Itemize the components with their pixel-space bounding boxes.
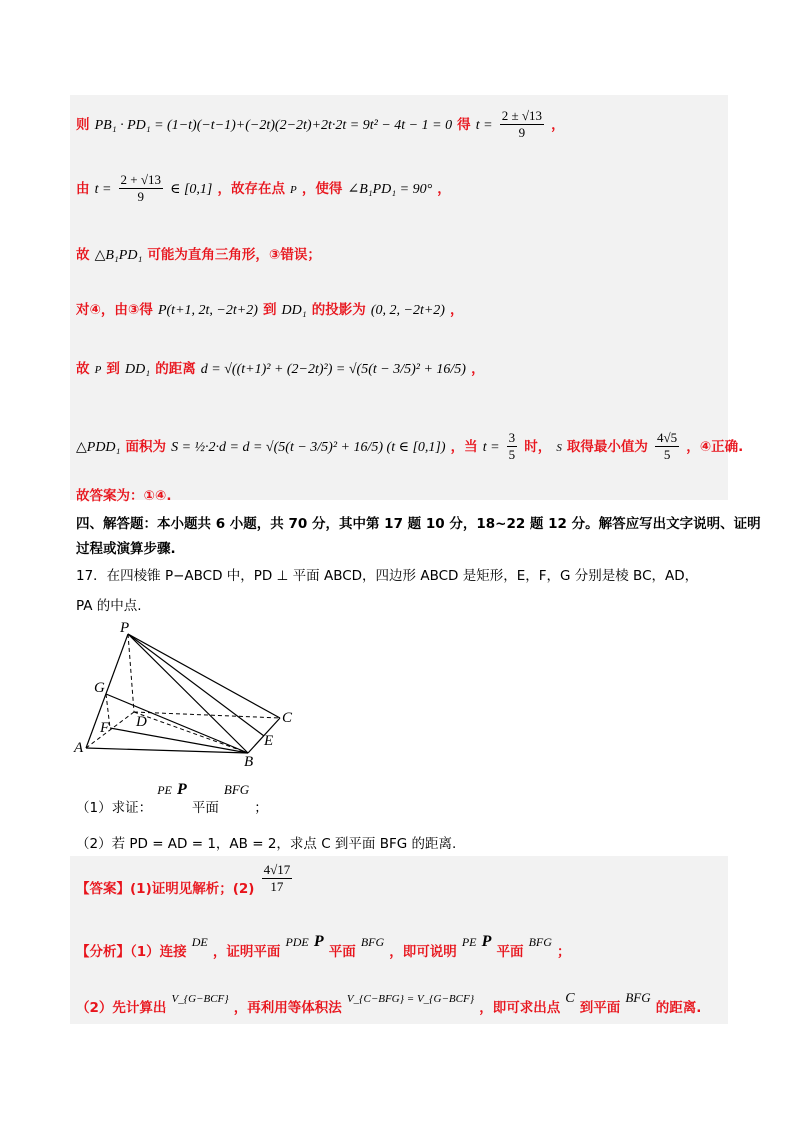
label-G: G (94, 680, 105, 696)
label-P: P (120, 620, 130, 636)
area-formula: S = ½·2·d = d = √(5(t − 3/5)² + 16/5) (t ∈ [0,1]) (171, 440, 446, 455)
t-value-fraction: $\frac{2 + √13}{9}$ (120, 172, 161, 204)
solution-line-4: 对④，由③得 P(t+1, 2t, −2t+2) 到 DD₁ 的投影为 (0, 2, −2t+2) ， (76, 302, 464, 318)
analysis-line-2: $_{(2)先计算出}$ V_{G−BCF} $_{,再利用等体积法}$ V_{C−BFG} = V_{G−BCF} $_{,即可求出点}$ C $_{到平面}$ BFG $_{的距离.}$ (76, 990, 702, 1016)
solution-line-3: 故 △B₁PD₁ 可能为直角三角形，③错误； (76, 247, 321, 263)
analysis-line-1: $_{【分析】(1)连接}$ DE $_{,证明平面}$ PDE P $_{平面}$ BFG $_{,即可说明}$ PE P $_{平面}$ BFG $_;$ (76, 933, 571, 960)
label-E: E (264, 733, 274, 749)
answer-line: $_{【答案】(1)证明见解析;(2)}$ $\frac{4√17}{17}$ (76, 862, 291, 897)
label-C: C (282, 710, 293, 726)
section-heading-line-1: 四、解答题：本小题共 6 小题，共 70 分，其中第 17 题 10 分，18~22 题 12 分。解答应写出文字说明、证明 (76, 516, 761, 532)
solution-line-2: 由 t = $\frac{2 + √13}{9}$ ∈ [0,1] ，故存在点 P ，使得 ∠B₁PD₁ = 90° ， (76, 172, 451, 204)
solution-line-1: 则 PB₁ · PD₁ = (1−t)(−t−1)+(−2t)(2−2t)+2t·2t = 9t² − 4t − 1 = 0 得 t = $\frac{2 \pm √13}{9}$ ， (76, 108, 565, 140)
edge-PE (128, 634, 264, 736)
dot-product-equation: PB₁ · PD₁ = (1−t)(−t−1)+(−2t)(2−2t)+2t·2t = 9t² − 4t − 1 = 0 (94, 118, 453, 133)
edge-PC (128, 634, 280, 718)
problem-17-line-2: PA 的中点. (76, 598, 142, 614)
label-B: B (244, 754, 254, 770)
edge-PD (128, 634, 134, 712)
edge-DB (134, 712, 248, 753)
label-F: F (100, 720, 110, 736)
t-fraction: $\frac{2 \pm √13}{9}$ (501, 108, 542, 140)
section-heading-line-2: 过程或演算步骤. (76, 541, 176, 557)
distance-formula: d = √((t+1)² + (2−2t)²) = √(5(t − 3/5)² + 16/5) (200, 362, 466, 377)
edge-GB (106, 694, 248, 753)
solution-answer: 故答案为：①④. (76, 488, 172, 504)
solution-line-6: △PDD₁ 面积为 S = ½·2·d = d = √(5(t − 3/5)² + 16/5) (t ∈ [0,1]) ，当 t = $\frac{3}{5}$ 时， S 取得最小值为 $\frac{4√5}{5}$ ，④正确. (76, 430, 744, 462)
problem-17-line-1: 17．在四棱锥 P−ABCD 中，PD ⊥ 平面 ABCD，四边形 ABCD 是矩形，E，F，G 分别是棱 BC，AD， (76, 568, 699, 584)
min-value-fraction: $\frac{4√5}{5}$ (657, 430, 678, 462)
question-2: （2）若 PD = AD = 1，AB = 2，求点 C 到平面 BFG 的距离. (76, 836, 457, 852)
label-D: D (136, 714, 147, 730)
solution-line-5: 故 P 到 DD₁ 的距离 d = √((t+1)² + (2−2t)²) = √(5(t − 3/5)² + 16/5) ， (76, 361, 485, 377)
t-min-fraction: $\frac{3}{5}$ (508, 430, 516, 462)
pyramid-figure (70, 620, 310, 770)
question-1: $_{(1)求证:}$ PE P $_{平面}$ BFG $_;$ (76, 781, 268, 816)
answer-fraction: $\frac{4√17}{17}$ (263, 862, 291, 894)
label-A: A (74, 740, 84, 756)
edge-PB (128, 634, 248, 753)
